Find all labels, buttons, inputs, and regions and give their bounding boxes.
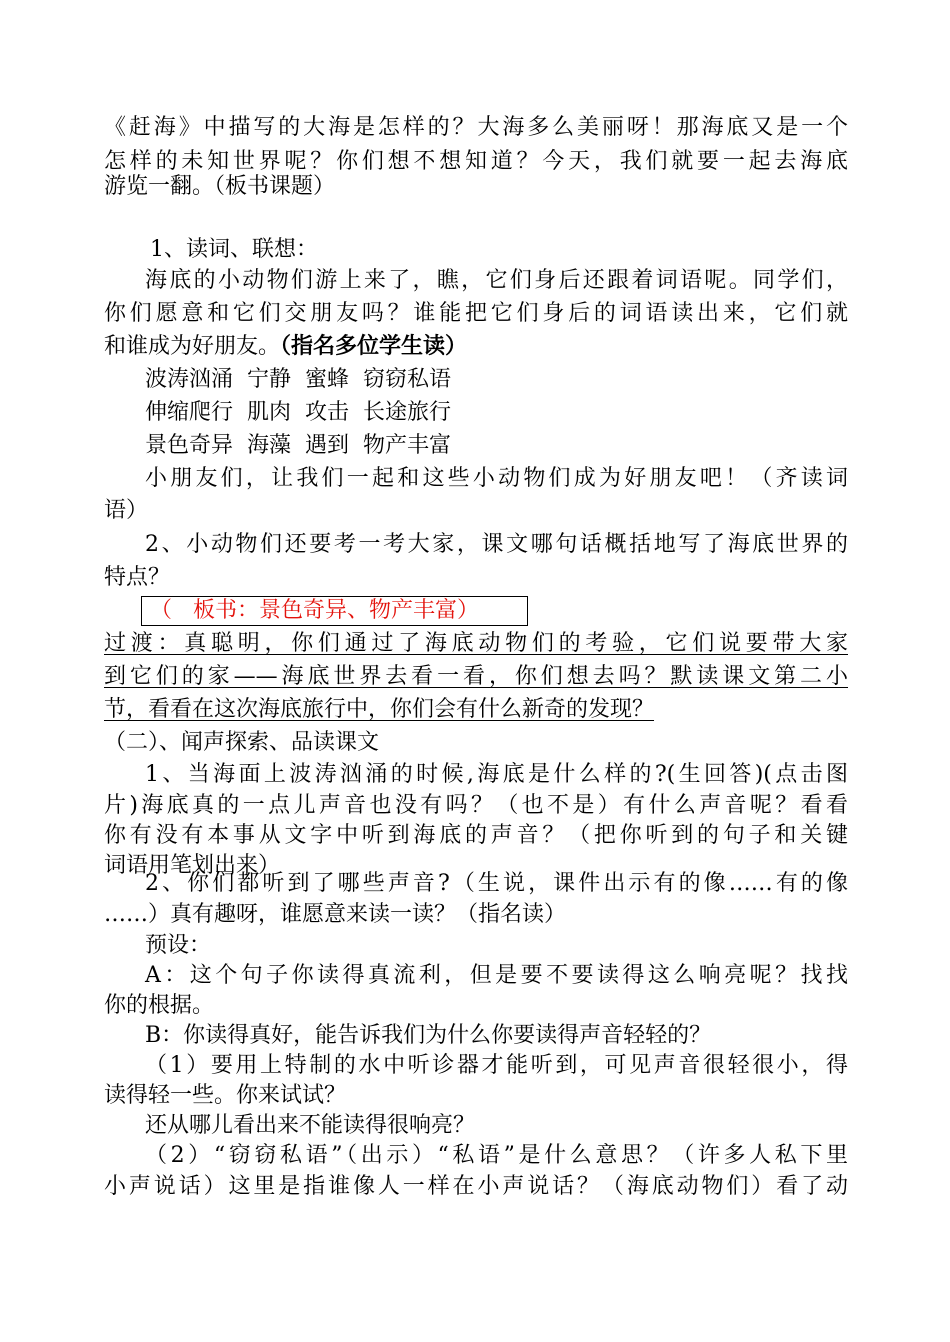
section-heading-read-words: 1、读词、联想： (150, 237, 318, 262)
intro-line: 怎样的未知世界呢？你们想不想知道？今天，我们就要一起去海底 (104, 149, 848, 174)
question-line: 2、小动物们还要考一考大家，课文哪句话概括地写了海底世界的 (145, 532, 848, 557)
vocab-row: 波涛汹涌 宁静 蜜蜂 窃窃私语 (145, 367, 451, 392)
intro-line: 《赶海》中描写的大海是怎样的？大海多么美丽呀！那海底又是一个 (104, 115, 848, 140)
paragraph-line: 小声说话）这里是指谁像人一样在小声说话？（海底动物们）看了动 (104, 1174, 848, 1199)
paragraph-line: A：这个句子你读得真流利，但是要不要读得这么响亮呢？找找 (145, 963, 848, 988)
paragraph-line: 还从哪儿看出来不能读得很响亮？ (145, 1113, 476, 1138)
paragraph-line: 海底的小动物们游上来了，瞧，它们身后还跟着词语呢。同学们， (145, 268, 848, 293)
vocab-row: 伸缩爬行 肌肉 攻击 长途旅行 (145, 400, 451, 425)
paragraph-line: 你有没有本事从文字中听到海底的声音？（把你听到的句子和关键 (104, 823, 848, 848)
question-line: 特点？ (104, 565, 171, 590)
paragraph-line: 1、当海面上波涛汹涌的时候,海底是什么样的?(生回答)(点击图 (145, 762, 848, 787)
paragraph-line: 你的根据。 (104, 993, 215, 1018)
transition-line: 过渡：真聪明，你们通过了海底动物们的考验，它们说要带大家 (104, 631, 848, 656)
bold-instruction: （指名多位学生读） (280, 333, 468, 359)
transition-line: 节，看看在这次海底旅行中，你们会有什么新奇的发现？ (104, 697, 655, 722)
paragraph-line: 词语用笔划出来） (104, 853, 281, 878)
paragraph-line: B：你读得真好，能告诉我们为什么你要读得声音轻轻的？ (145, 1023, 712, 1048)
paragraph-line: 2、你们都听到了哪些声音?（生说，课件出示有的像……有的像 (145, 871, 848, 896)
transition-line: 到它们的家——海底世界去看一看，你们想去吗？默读课文第二小 (104, 664, 848, 689)
section-heading-explore: （二）、闻声探索、品读课文 (104, 730, 380, 755)
board-note-text: （ 板书：景色奇异、物产丰富） (150, 598, 479, 623)
preset-label: 预设： (145, 933, 212, 958)
paragraph-line: 语） (104, 498, 149, 523)
paragraph-line: （1）要用上特制的水中听诊器才能听到，可见声音很轻很小，得 (145, 1053, 848, 1078)
paragraph-line: （2）“窃窃私语”（出示）“私语”是什么意思？（许多人私下里 (145, 1143, 848, 1168)
paragraph-text: 和谁成为好朋友。 (104, 334, 281, 359)
paragraph-line (104, 329, 848, 363)
paragraph-line: ……）真有趣呀，谁愿意来读一读？（指名读） (104, 902, 567, 927)
intro-line: 游览一翻。（板书课题） (104, 174, 336, 199)
paragraph-line: 小朋友们，让我们一起和这些小动物们成为好朋友吧！（齐读词 (145, 466, 848, 491)
paragraph-line: 读得轻一些。你来试试？ (104, 1083, 347, 1108)
vocab-row: 景色奇异 海藻 遇到 物产丰富 (145, 433, 451, 458)
paragraph-line: 片)海底真的一点儿声音也没有吗？（也不是）有什么声音呢？看看 (104, 793, 848, 818)
paragraph-line: 你们愿意和它们交朋友吗？谁能把它们身后的词语读出来，它们就 (104, 301, 848, 326)
